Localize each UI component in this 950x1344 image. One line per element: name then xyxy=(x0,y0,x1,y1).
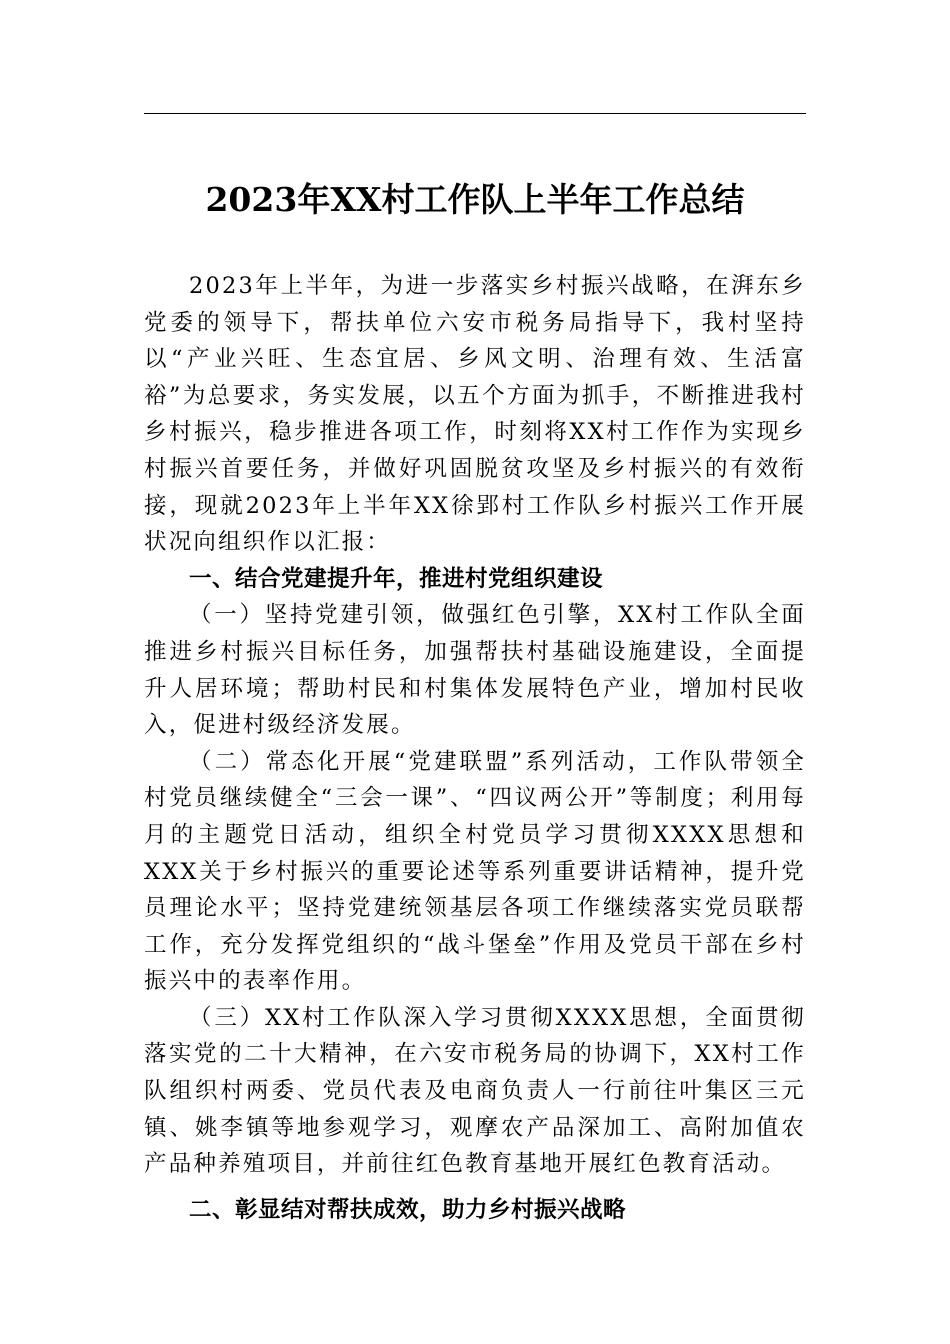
section-1-paragraph-1: （一）坚持党建引领，做强红色引擎，XX村工作队全面推进乡村振兴目标任务，加强帮扶村基础设施建设，全面提升人居环境；帮助村民和村集体发展特色产业，增加村民收入，促进村级经济发展。 xyxy=(144,602,806,739)
section-heading-1: 一、结合党建提升年，推进村党组织建设 xyxy=(189,565,604,592)
section-1-paragraph-3: （三）XX村工作队深入学习贯彻XXXX思想，全面贯彻落实党的二十大精神，在六安市税务局的协调下，XX村工作队组织村两委、党员代表及电商负责人一行前往叶集区三元镇、姚李镇等地参观学习，观摩农产品深加工、高附加值农产品种养殖项目，并前往红色教育基地开展红色教育活动。 xyxy=(144,1004,806,1178)
document-title: 2023年XX村工作队上半年工作总结 xyxy=(205,180,745,219)
intro-paragraph: 2023年上半年，为进一步落实乡村振兴战略，在湃东乡党委的领导下，帮扶单位六安市税务局指导下，我村坚持以“产业兴旺、生态宜居、乡风文明、治理有效、生活富裕”为总要求，务实发展，以五个方面为抓手，不断推进我村乡村振兴，稳步推进各项工作，时刻将XX村工作作为实现乡村振兴首要任务，并做好巩固脱贫攻坚及乡村振兴的有效衔接，现就2023年上半年XX徐郢村工作队乡村振兴工作开展状况向组织作以汇报： xyxy=(144,273,806,556)
section-1-paragraph-2: （二）常态化开展“党建联盟”系列活动，工作队带领全村党员继续健全“三会一课”、“四议两公开”等制度；利用每月的主题党日活动，组织全村党员学习贯彻XXXX思想和XXX关于乡村振兴的重要论述等系列重要讲话精神，提升党员理论水平；坚持党建统领基层各项工作继续落实党员联帮工作，充分发挥党组织的“战斗堡垒”作用及党员干部在乡村振兴中的表率作用。 xyxy=(144,748,806,995)
document-body xyxy=(144,268,806,1228)
section-heading-2: 二、彰显结对帮扶成效，助力乡村振兴战略 xyxy=(189,1196,627,1223)
header-rule xyxy=(144,113,806,114)
